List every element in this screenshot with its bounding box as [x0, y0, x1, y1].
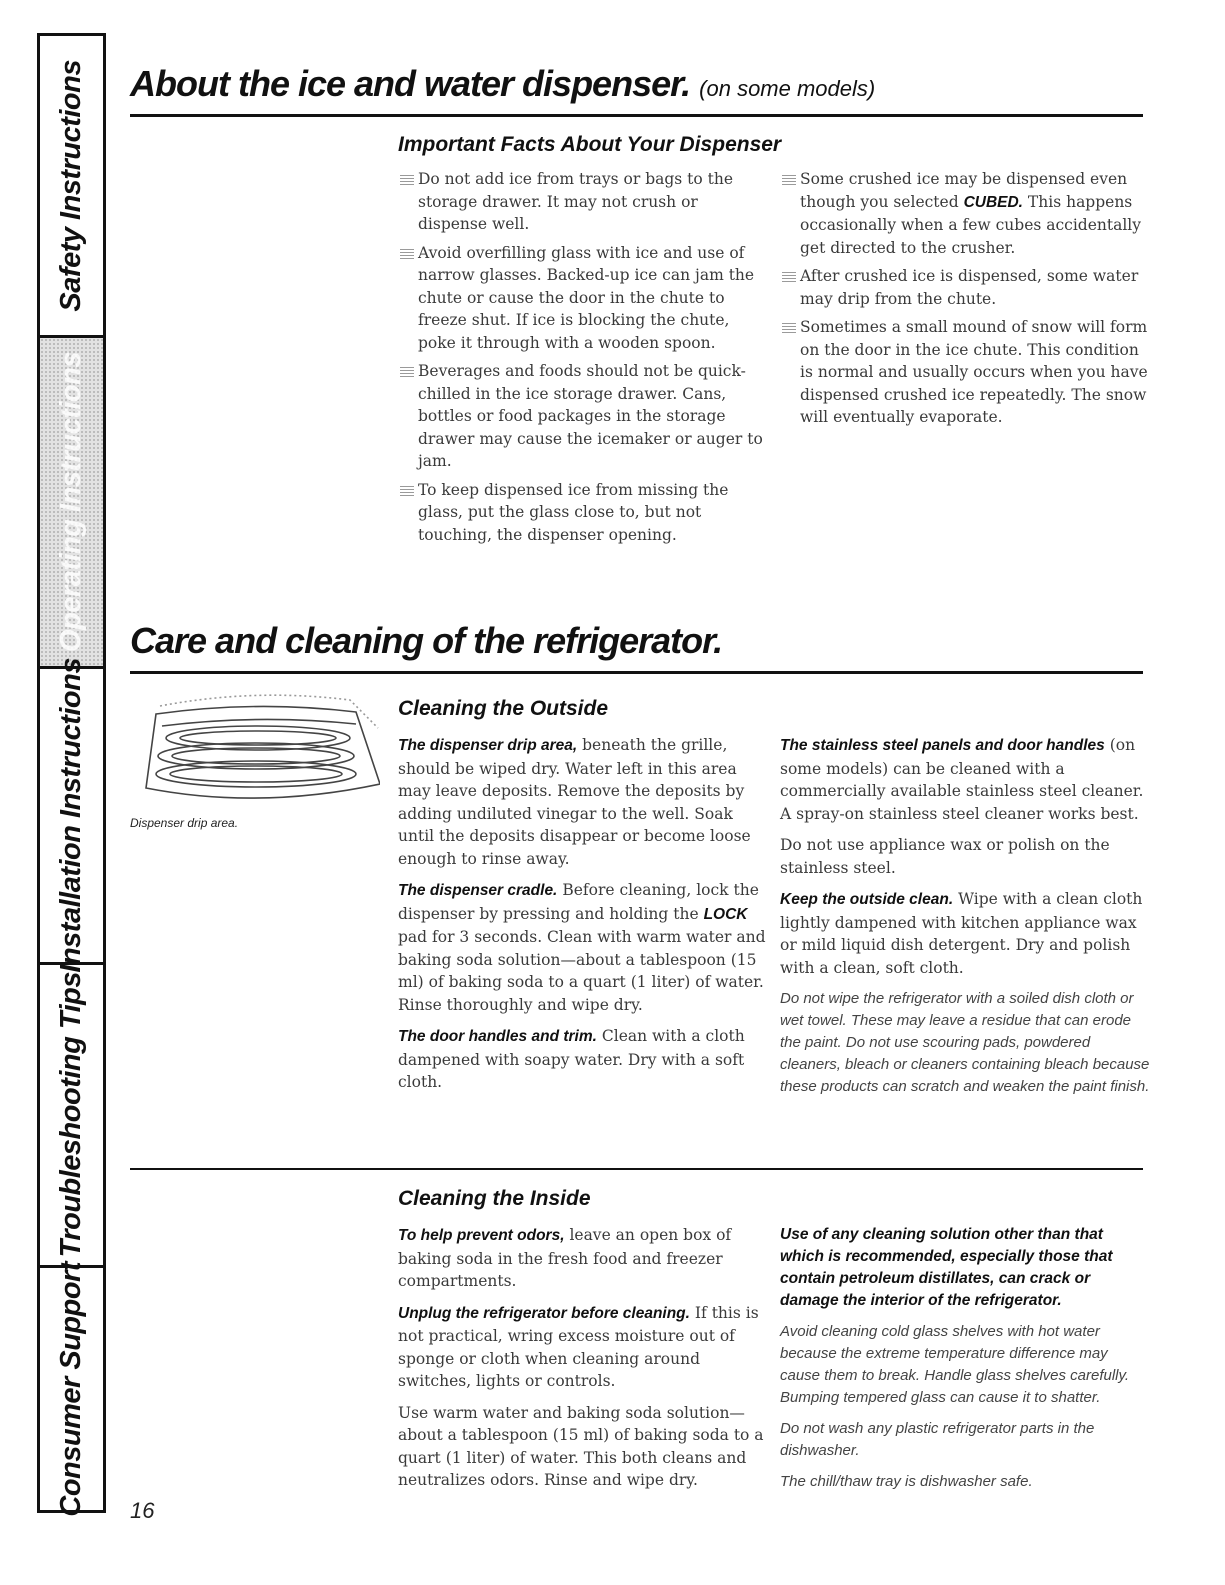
tab-label: Safety Instructions: [55, 59, 87, 312]
drip-tray-illustration: [128, 688, 380, 810]
cradle-text: pad for 3 seconds. Clean with warm water and baking soda solution—about a tablespoon (15 ml) of baking soda to a quart (1 liter) of water. Rinse thoroughly and wipe dry.: [398, 928, 766, 1014]
section-title-dispenser: [130, 63, 875, 105]
tab-troubleshooting-tips[interactable]: [40, 965, 103, 1268]
tab-consumer-support[interactable]: [40, 1261, 103, 1517]
tab-operating-instructions[interactable]: [40, 338, 103, 669]
keep-clean-paragraph: [780, 888, 1150, 979]
drip-area-text: beneath the grille, should be wiped dry. Water left in this area may leave deposits. Remove the deposits by adding undiluted vinegar to the well. Soak until the deposits disappear or become loose enough to rinse away.: [398, 736, 751, 868]
tab-safety-instructions[interactable]: [40, 36, 103, 338]
dishwasher-note: Do not wash any plastic refrigerator parts in the dishwasher.: [780, 1420, 1095, 1459]
handles-lead: The door handles and trim.: [398, 1028, 597, 1045]
wax-paragraph: Do not use appliance wax or polish on the stainless steel.: [780, 836, 1110, 877]
fact-bullet: Beverages and foods should not be quick-chilled in the ice storage drawer. Cans, bottles or food packages in the storage drawer may cause the icemaker or auger to jam.: [398, 360, 768, 473]
cleaning-inside-left: [398, 1224, 768, 1501]
title-subtitle: (on some models): [699, 76, 876, 101]
dispenser-facts-left: [398, 168, 768, 552]
illustration-caption: Dispenser drip area.: [130, 816, 239, 830]
fact-bullet: [780, 168, 1150, 259]
fact-bullet: Sometimes a small mound of snow will form on the door in the ice chute. This condition is normal and usually occurs when you have dispensed crushed ice repeatedly. The snow will eventually evaporate.: [780, 316, 1150, 429]
title-text: About the ice and water dispenser.: [130, 63, 691, 104]
stainless-paragraph: [780, 734, 1150, 825]
lock-label: LOCK: [703, 905, 748, 923]
drip-area-paragraph: [398, 734, 768, 870]
page-number: 16: [130, 1498, 155, 1523]
cradle-paragraph: [398, 879, 768, 1016]
title-rule: [130, 114, 1143, 117]
cleaning-inside-heading: Cleaning the Inside: [398, 1187, 591, 1210]
stainless-lead: The stainless steel panels and door handles: [780, 737, 1105, 754]
fact-bullet: Do not add ice from trays or bags to the storage drawer. It may not crush or dispense well.: [398, 168, 768, 236]
care-rule: [130, 671, 1143, 674]
drip-area-lead: The dispenser drip area,: [398, 737, 578, 754]
unplug-lead: Unplug the refrigerator before cleaning.: [398, 1304, 690, 1322]
odor-lead: To help prevent odors,: [398, 1227, 565, 1244]
caution-note: Do not wipe the refrigerator with a soiled dish cloth or wet towel. These may leave a residue that can erode the paint. Do not use scouring pads, powdered cleaners, bleach or cleaners containing bleach because these products can scratch and weaken the paint finish.: [780, 990, 1150, 1095]
handles-text: Clean with a cloth dampened with soapy water. Dry with a soft cloth.: [398, 1027, 745, 1091]
cradle-lead: The dispenser cradle.: [398, 882, 558, 899]
keep-clean-lead: Keep the outside clean.: [780, 891, 954, 908]
warm-water-paragraph: Use warm water and baking soda solution—about a tablespoon (15 ml) of baking soda to a quart (1 liter) of water. This both cleans and neutralizes odors. Rinse and wipe dry.: [398, 1403, 764, 1489]
glass-note: Avoid cleaning cold glass shelves with hot water because the extreme temperature difference may cause them to break. Handle glass shelves carefully. Bumping tempered glass can cause it to shatter.: [780, 1323, 1130, 1406]
dispenser-facts-right: [780, 168, 1150, 435]
keep-clean-text: Wipe with a clean cloth lightly dampened with kitchen appliance wax or mild liquid dish detergent. Dry and polish with a clean, soft cloth.: [780, 890, 1143, 977]
fact-bullet: To keep dispensed ice from missing the glass, put the glass close to, but not touching, the dispenser opening.: [398, 479, 768, 547]
cleaning-outside-left: [398, 734, 768, 1103]
fact-bullet: After crushed ice is dispensed, some water may drip from the chute.: [780, 265, 1150, 310]
odor-paragraph: [398, 1224, 768, 1293]
fact-text: Some crushed ice may be dispensed even though you selected: [800, 170, 1128, 211]
cleaning-inside-right: [780, 1224, 1150, 1502]
solution-warning: Use of any cleaning solution other than that which is recommended, especially those that contain petroleum distillates, can crack or damage the interior of the refrigerator.: [780, 1226, 1113, 1309]
cubed-label: CUBED.: [963, 193, 1023, 211]
tab-installation-instructions[interactable]: [40, 658, 103, 973]
fact-bullet: Avoid overfilling glass with ice and use of narrow glasses. Backed-up ice can jam the chute or cause the door in the chute to freeze shut. If ice is blocking the chute, poke it through with a wooden spoon.: [398, 242, 768, 355]
important-facts-heading: Important Facts About Your Dispenser: [398, 133, 782, 156]
cleaning-outside-right: [780, 734, 1150, 1107]
stainless-text: (on some models) can be cleaned with a commercially available stainless steel cleaner. A spray-on stainless steel cleaner works best.: [780, 736, 1144, 823]
tab-label: Operating Instructions: [55, 352, 87, 652]
inside-rule: [130, 1168, 1143, 1170]
handles-paragraph: [398, 1025, 768, 1094]
side-tabs: [37, 33, 106, 1517]
tab-label: Troubleshooting Tips: [55, 972, 87, 1258]
section-title-care: Care and cleaning of the refrigerator.: [130, 620, 723, 661]
cleaning-outside-heading: Cleaning the Outside: [398, 697, 609, 720]
tab-label: Consumer Support: [55, 1261, 87, 1517]
cradle-text: Before cleaning, lock the dispenser by pressing and holding the: [398, 881, 759, 923]
unplug-text: If this is not practical, wring excess moisture out of sponge or cloth when cleaning around switches, lights or controls.: [398, 1303, 759, 1390]
chill-tray-note: The chill/thaw tray is dishwasher safe.: [780, 1473, 1033, 1490]
unplug-paragraph: [398, 1302, 768, 1393]
tab-label: Installation Instructions: [55, 658, 87, 973]
odor-text: leave an open box of baking soda in the fresh food and freezer compartments.: [398, 1226, 732, 1290]
fact-text: This happens occasionally when a few cubes accidentally get directed to the crusher.: [800, 192, 1142, 257]
